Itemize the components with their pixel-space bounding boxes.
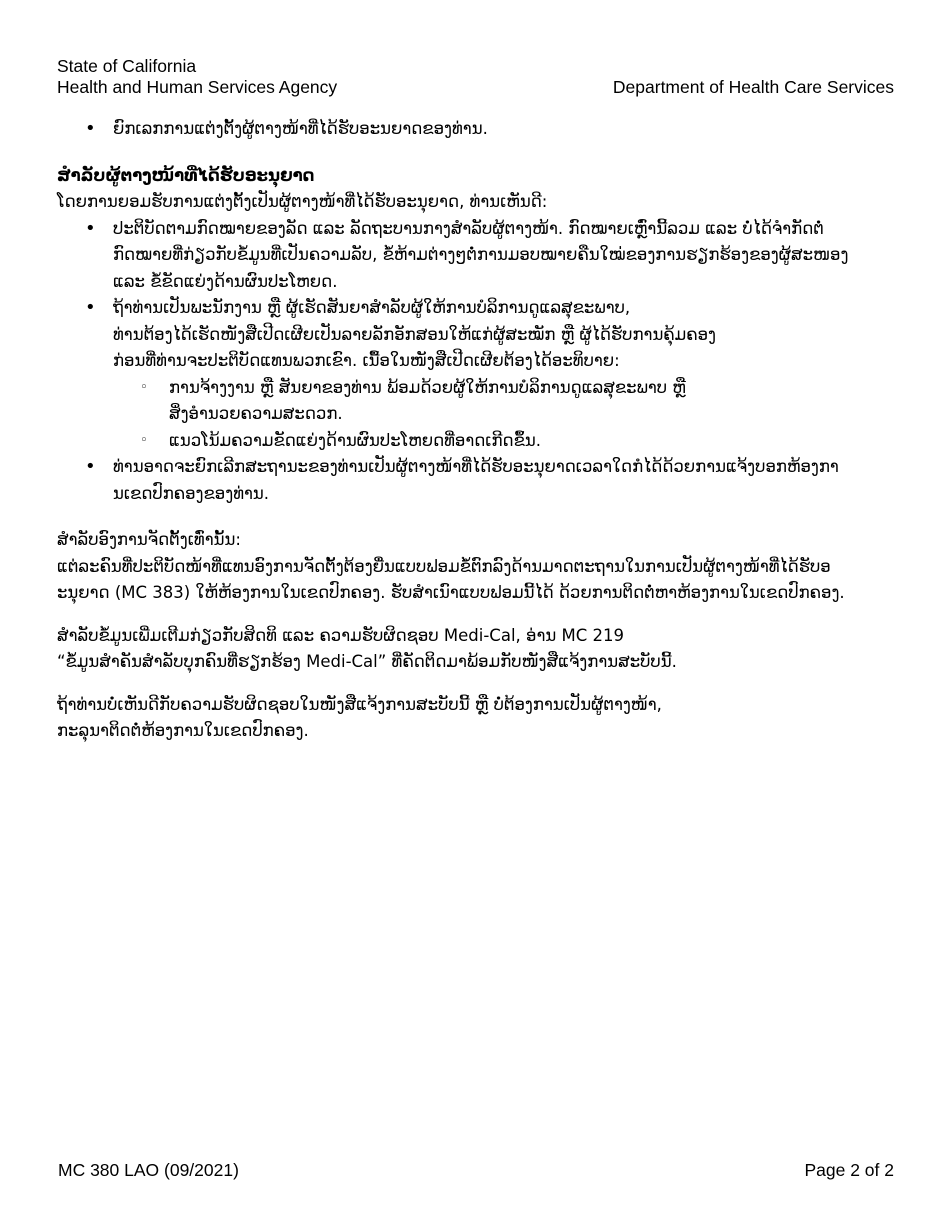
auth-rep-heading: ສໍາລັບຜູ້ຕາງໜ້າທີ່ໄດ້ຮັບອະນຸຍາດ [57, 165, 315, 185]
page-header-left [57, 56, 337, 98]
page-number: Page 2 of 2 [804, 1160, 894, 1180]
department-name: Department of Health Care Services [612, 77, 894, 97]
auth-rep-intro: ໂດຍການຍອມຮັບການແຕ່ງຕັ້ງເປັນຜູ້ຕາງໜ້າທີ່ໄດ້ຮັບອະນຸຍາດ, ທ່ານເຫັນດີ: [57, 192, 548, 211]
more-info-line: “ຂໍ້ມູນສໍາຄັນສໍາລັບບຸກຄົນທີ່ຮຽກຮ້ອງ Medi-Cal” ທີ່ຄັດຕິດມາພ້ອມກັບໜັງສືແຈ້ງການສະບັບນີ້. [57, 652, 677, 671]
list-item: • ທ່ານອາດຈະຍົກເລີກສະຖານະຂອງທ່ານເປັນຜູ້ຕາງໜ້າທີ່ໄດ້ຮັບອະນຸຍາດເວລາໃດກໍໄດ້ດ້ວຍການແຈ້ງບອກຫ້ອງກາ ນເຂດປົກຄອງຂອງທ່ານ. [57, 454, 895, 507]
list-item: • ປະຕິບັດຕາມກົດໝາຍຂອງລັດ ແລະ ລັດຖະບານກາງສໍາລັບຜູ້ຕາງໜ້າ. ກົດໝາຍເຫຼົ່ານີ້ລວມ ແລະ ບໍ່ໄດ້ຈໍາກັດຕໍ່ ກົດໝາຍທີ່ກ່ຽວກັບຂໍ້ມູນທີ່ເປັນຄວາມລັບ, ຂໍ້ຫ້າມຕ່າງໆຕໍ່ການມອບໝາຍຄືນໃໝ່ຂອງການຮຽກຮ້ອງຂອງຜູ້ສະໜອງ ແລະ ຂໍ້ຂັດແຍ່ງດ້ານຜົນປະໂຫຍດ. [57, 216, 895, 296]
disagree-line: ກະລຸນາຕິດຕໍ່ຫ້ອງການໃນເຂດປົກຄອງ. [57, 721, 309, 740]
disclosure-sub-list [113, 375, 895, 455]
document-body [57, 116, 895, 745]
org-only-line: ແຕ່ລະຄົນທີ່ປະຕິບັດໜ້າທີ່ແທນອົງການຈັດຕັ້ງຕ້ອງຍື່ນແບບຟອມຂໍ້ຕົກລົງດ້ານມາດຕະຖານໃນການເປັນຜູ້ຕາງໜ້າທີ່ໄດ້ຮັບອ [57, 556, 831, 576]
org-only-line: ະນຸຍາດ (MC 383) ໃຫ້ຫ້ອງການໃນເຂດປົກຄອງ. ຮັບສໍາເນົາແບບຟອມນີ້ໄດ້ ດ້ວຍການຕິດຕໍ່ຫາຫ້ອງການໃນເຂດປົກຄອງ. [57, 583, 845, 602]
org-only-title: ສໍາລັບອົງການຈັດຕັ້ງເທົ່ານັ້ນ: [57, 530, 241, 549]
more-info-line: ສໍາລັບຂໍ້ມູນເພີ່ມເຕີມກ່ຽວກັບສິດທິ ແລະ ຄວາມຮັບຜິດຊອບ Medi-Cal, ອ່ານ MC 219 [57, 625, 624, 645]
disagree-line: ຖ້າທ່ານບໍ່ເຫັນດີກັບຄວາມຮັບຜິດຊອບໃນໜັງສືແຈ້ງການສະບັບນີ້ ຫຼື ບໍ່ຕ້ອງການເປັນຜູ້ຕາງໜ້າ, [57, 694, 662, 714]
auth-rep-bullets [57, 216, 895, 508]
list-item: • ຖ້າທ່ານເປັນພະນັກງານ ຫຼື ຜູ້ເຮັດສັນຍາສໍາລັບຜູ້ໃຫ້ການບໍລິການດູແລສຸຂະພາບ, ທ່ານຕ້ອງໄດ້ເຮັດໜັງສືເປີດເຜີຍເປັນລາຍລັກອັກສອນໃຫ້ແກ່ຜູ້ສະໝັກ ຫຼື ຜູ້ໄດ້ຮັບການຄຸ້ມຄອງ ກ່ອນທີ່ທ່ານຈະປະຕິບັດແທນພວກເຂົາ. ເນື້ອໃນໜັງສືເປີດເຜີຍຕ້ອງໄດ້ອະທິບາຍ: ◦ ການຈ້າງງານ ຫຼື ສັນຍາຂອງທ່ານ ພ້ອມດ້ວຍຜູ້ໃຫ້ການບໍລິການດູແລສຸຂະພາບ ຫຼື ສິ່ງອໍານວຍຄວາມສະດວກ. ◦ ແນວໂນ້ມຄວາມຂັດແຍ່ງດ້ານຜົນປະໂຫຍດທີ່ອາດເກີດຂຶ້ນ. [57, 295, 895, 454]
sub-list-item: ◦ ການຈ້າງງານ ຫຼື ສັນຍາຂອງທ່ານ ພ້ອມດ້ວຍຜູ້ໃຫ້ການບໍລິການດູແລສຸຂະພາບ ຫຼື ສິ່ງອໍານວຍຄວາມສະດວກ. [113, 375, 895, 428]
sub-list-item: ◦ ແນວໂນ້ມຄວາມຂັດແຍ່ງດ້ານຜົນປະໂຫຍດທີ່ອາດເກີດຂຶ້ນ. [113, 428, 895, 455]
state-name: State of California [57, 56, 197, 76]
agency-name: Health and Human Services Agency [57, 77, 338, 97]
top-bullet-list [57, 116, 895, 143]
form-id: MC 380 LAO (09/2021) [58, 1160, 239, 1180]
list-item: • ຍົກເລກການແຕ່ງຕັ້ງຜູ້ຕາງໜ້າທີ່ໄດ້ຮັບອະນຍາດຂອງທ່ານ. [57, 116, 895, 143]
